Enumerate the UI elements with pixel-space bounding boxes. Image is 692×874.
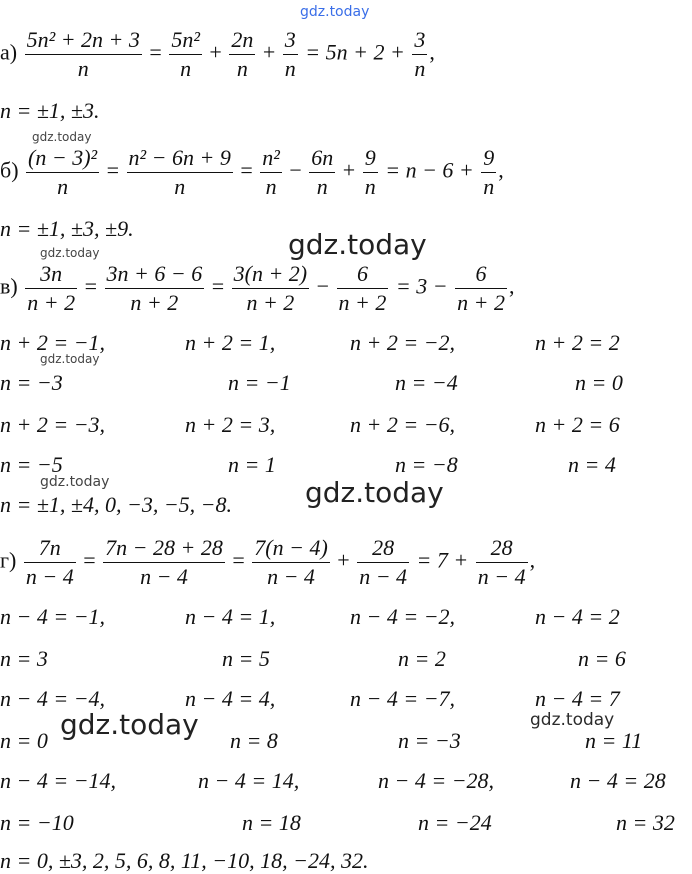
watermark-large: gdz.today: [288, 228, 427, 261]
equals-sign: =: [232, 547, 245, 573]
part-v-equation: [0, 262, 514, 315]
part-g-equation: [0, 536, 535, 589]
case-cell: n = 6: [578, 646, 626, 671]
comma: ,: [529, 547, 536, 573]
case-cell: n = −24: [418, 810, 492, 835]
fraction: $\frac{6n}{n}$: [311, 145, 334, 199]
expression: = 3 −: [395, 273, 448, 299]
case-cell: n = 2: [398, 646, 446, 671]
part-a-label: а): [0, 39, 18, 65]
part-g-label: г): [0, 547, 17, 573]
fraction: $\frac{9}{n}$: [364, 145, 376, 199]
case-cell: n = 0: [575, 370, 623, 395]
case-cell: n = 0: [0, 728, 48, 753]
equals-sign: =: [84, 273, 97, 299]
case-cell: n = 4: [568, 452, 616, 477]
expression: = 5n + 2 +: [305, 39, 405, 65]
case-cell: n − 4 = −1,: [0, 604, 106, 629]
case-cell: n + 2 = 6: [535, 412, 620, 437]
equals-sign: =: [83, 547, 96, 573]
case-cell: n − 4 = −2,: [350, 604, 456, 629]
fraction: $\frac{\text{n²}}{n}$: [262, 145, 280, 199]
case-cell: n + 2 = 2: [535, 330, 620, 355]
expression: = 7 +: [416, 547, 469, 573]
case-cell: n − 4 = 4,: [185, 686, 276, 711]
comma: ,: [508, 273, 515, 299]
plus-sign: +: [262, 39, 276, 65]
fraction: $\frac{3n}{n + 2}$: [27, 261, 76, 315]
case-cell: n − 4 = 7: [535, 686, 620, 711]
case-cell: n = 18: [242, 810, 301, 835]
case-cell: n + 2 = −6,: [350, 412, 456, 437]
fraction: $\frac{3}{n}$: [284, 27, 296, 81]
case-cell: n = −3: [398, 728, 461, 753]
case-cell: n − 4 = 2: [535, 604, 620, 629]
fraction: $\frac{28}{n - 4}$: [477, 535, 526, 589]
part-a-equation: [0, 28, 435, 81]
part-b-answer: n = ±1, ±3, ±9.: [0, 216, 134, 241]
plus-sign: +: [209, 39, 222, 65]
case-cell: n + 2 = −2,: [350, 330, 456, 355]
fraction: $\frac{6}{n + 2}$: [338, 261, 387, 315]
part-g-answer: n = 0, ±3, 2, 5, 6, 8, 11, −10, 18, −24, 32.: [0, 848, 369, 873]
fraction: $\frac{28}{n - 4}$: [359, 535, 408, 589]
fraction: $\frac{9}{n}$: [483, 145, 495, 199]
case-cell: n = −8: [395, 452, 458, 477]
case-cell: n = −4: [395, 370, 458, 395]
minus-sign: −: [316, 273, 330, 299]
case-cell: n − 4 = −7,: [350, 686, 456, 711]
equals-sign: =: [149, 39, 162, 65]
watermark: gdz.today: [32, 130, 92, 144]
case-cell: n − 4 = 14,: [198, 768, 300, 793]
watermark-large: gdz.today: [60, 708, 199, 741]
case-cell: n − 4 = 28: [570, 768, 666, 793]
fraction: $\frac{\text{n² − 6n + 9}}{n}$: [128, 145, 231, 199]
case-cell: n − 4 = −14,: [0, 768, 117, 793]
case-cell: n = −1: [228, 370, 291, 395]
case-cell: n + 2 = 3,: [185, 412, 276, 437]
case-cell: n − 4 = −28,: [378, 768, 495, 793]
watermark: gdz.today: [40, 246, 100, 260]
case-cell: n = 8: [230, 728, 278, 753]
part-v-answer: n = ±1, ±4, 0, −3, −5, −8.: [0, 492, 233, 517]
case-cell: n = −5: [0, 452, 63, 477]
watermark: gdz.today: [40, 352, 100, 366]
equals-sign: =: [240, 157, 253, 183]
comma: ,: [429, 39, 435, 65]
fraction: $\frac{6}{n + 2}$: [457, 261, 505, 315]
part-v-label: в): [0, 273, 18, 299]
case-cell: n = 5: [222, 646, 270, 671]
comma: ,: [498, 157, 504, 183]
case-cell: n + 2 = 1,: [185, 330, 276, 355]
equals-sign: =: [106, 157, 120, 183]
watermark-large: gdz.today: [305, 476, 444, 509]
watermark: gdz.today: [530, 710, 615, 730]
case-cell: n = 3: [0, 646, 48, 671]
case-cell: n − 4 = −4,: [0, 686, 106, 711]
fraction: $\frac{\text{5n²}}{n}$: [171, 27, 200, 81]
case-cell: n = 32: [616, 810, 675, 835]
fraction: $\frac{\text{(n − 3)²}}{n}$: [28, 145, 98, 199]
case-cell: n + 2 = −1,: [0, 330, 106, 355]
case-cell: n = −10: [0, 810, 74, 835]
fraction: $\frac{2n}{n}$: [231, 27, 254, 81]
watermark-top: gdz.today: [300, 4, 370, 20]
fraction: $\frac{\text{5n² + 2n + 3}}{n}$: [26, 27, 140, 81]
fraction: $\frac{7n - 28 + 28}{n - 4}$: [105, 535, 223, 589]
minus-sign: −: [289, 157, 302, 183]
case-cell: n = 11: [585, 728, 643, 753]
case-cell: n + 2 = −3,: [0, 412, 106, 437]
fraction: $\frac{3(n + 2)}{n + 2}$: [233, 261, 308, 315]
case-cell: n = 1: [228, 452, 276, 477]
part-b-equation: [0, 146, 504, 199]
watermark: gdz.today: [40, 474, 110, 490]
part-a-answer: n = ±1, ±3.: [0, 98, 100, 123]
equals-sign: =: [211, 273, 225, 299]
expression: = n − 6 +: [385, 157, 474, 183]
plus-sign: +: [337, 547, 350, 573]
fraction: $\frac{3n + 6 - 6}{n + 2}$: [106, 261, 203, 315]
fraction: $\frac{7n}{n - 4}$: [25, 535, 74, 589]
fraction: $\frac{7(n - 4)}{n - 4}$: [254, 535, 328, 589]
fraction: $\frac{3}{n}$: [414, 27, 426, 81]
part-b-label: б): [0, 157, 19, 183]
case-cell: n − 4 = 1,: [185, 604, 276, 629]
case-cell: n = −3: [0, 370, 63, 395]
plus-sign: +: [342, 157, 356, 183]
